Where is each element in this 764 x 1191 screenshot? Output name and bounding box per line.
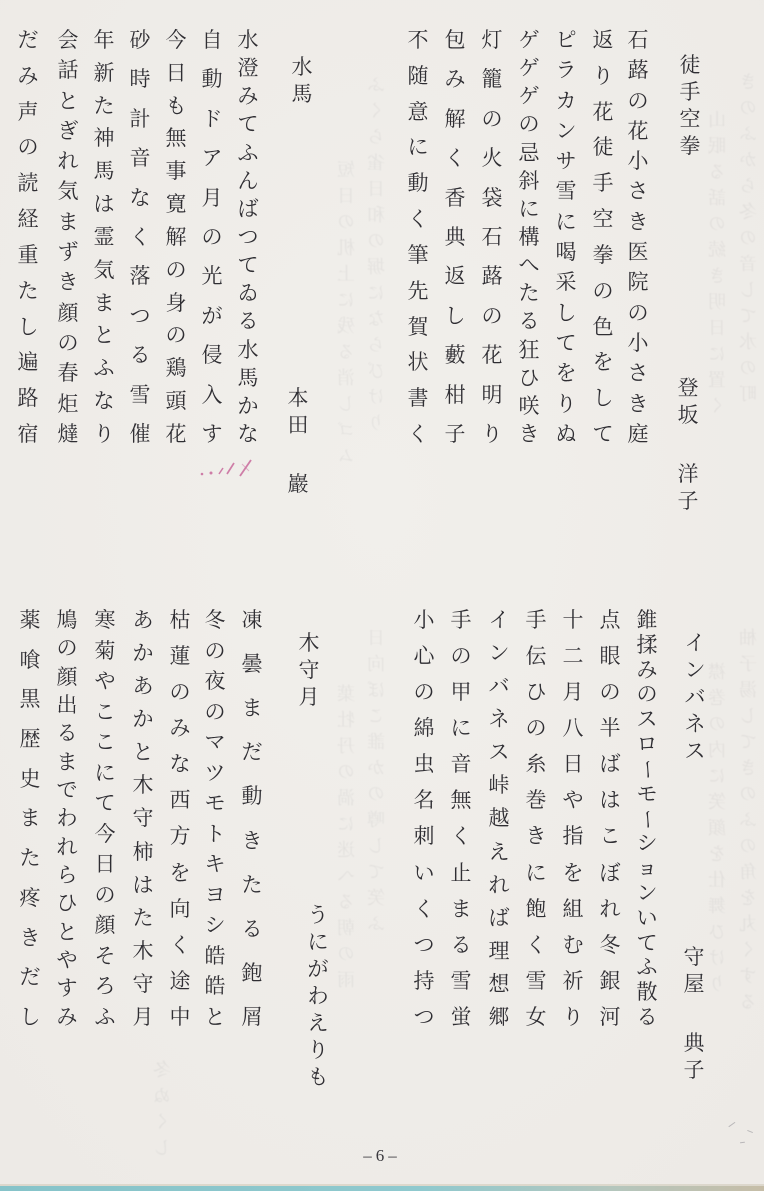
haiku-column: 今 日 も 無 事 寛 解 の 身 の 鶏 頭 花 <box>165 28 187 446</box>
haiku-column: 十 二 月 八 日 や 指 を 組 む 祈 り <box>562 608 584 1029</box>
haiku-column: 不 随 意 に 動 く 筆 先 賀 状 書 く <box>407 28 429 446</box>
haiku-column: 錐 揉 み の ス ロ ー モ ー シ ョ ン い て ふ 散 る <box>635 608 660 1029</box>
bleedthrough-column: ふくら雀日和の塀にならびけり <box>367 75 387 439</box>
haiku-column: 凍 曇 ま だ 動 き た る 鉋 屑 <box>241 608 263 1029</box>
haiku-column: 手 伝 ひ の 糸 巻 き に 飽 く 雪 女 <box>525 608 547 1029</box>
bleedthrough-column: きのふから冬の音して水の町 <box>739 72 759 410</box>
haiku-column: 小 心 の 綿 虫 名 刺 い く つ 持 つ <box>413 608 435 1029</box>
haiku-column: 会 話 と ぎ れ 気 ま ず き 顔 の 春 炬 燵 <box>57 28 79 446</box>
haiku-column: イ ン バ ネ ス 峠 越 え れ ば 理 想 郷 <box>488 608 510 1029</box>
haiku-column: 石 蕗 の 花 小 さ き 医 院 の 小 さ き 庭 <box>627 28 649 446</box>
haiku-column: 手 の 甲 に 音 無 く 止 ま る 雪 蛍 <box>450 608 472 1029</box>
section-title: 木 守 月 <box>298 631 320 709</box>
pencil-mark <box>728 1122 735 1128</box>
bleedthrough-column: 冬ぬくし <box>153 1060 173 1164</box>
section-title: 徒 手 空 拳 <box>679 53 701 158</box>
haiku-column: 砂 時 計 音 な く 落 つ る 雪 催 <box>129 28 151 446</box>
pencil-mark <box>747 1130 753 1134</box>
haiku-column: ピ ラ カ ン サ 雪 に 喝 采 し て を り ぬ <box>555 28 577 446</box>
section-author: 本 田 巖 <box>287 386 309 496</box>
haiku-column: 年 新 た 神 馬 は 霊 気 ま と ふ な り <box>93 28 115 446</box>
bleedthrough-column: 襟巻の内に笑顔を仕舞ひけり <box>708 662 728 1000</box>
haiku-column: ゲ ゲ ゲ の 忌 斜 に 構 へ た る 狂 ひ 咲 き <box>518 28 540 446</box>
section-title: イ ン バ ネ ス <box>684 631 706 763</box>
scan-edge <box>0 1186 764 1191</box>
page-number: –6– <box>363 1146 401 1165</box>
section-author: 登 坂 洋 子 <box>677 376 699 513</box>
bleedthrough-column: 柚子湯してきのふの角を丸くする <box>739 628 759 1018</box>
section-author: 守 屋 典 子 <box>683 945 705 1082</box>
haiku-column: 包 み 解 く 香 典 返 し 藪 柑 子 <box>444 28 466 446</box>
haiku-column: 薬 喰 黒 歴 史 ま た 疼 き だ し <box>19 608 41 1029</box>
bleedthrough-column: 山眠る話の続き明日に置く <box>708 110 728 422</box>
pencil-mark <box>740 1142 745 1144</box>
haiku-column: 自 動 ド ア 月 の 光 が 侵 入 す <box>201 28 223 446</box>
haiku-column: 寒 菊 や こ こ に て 今 日 の 顔 そ ろ ふ <box>94 608 116 1029</box>
haiku-column: あ か あ か と 木 守 柿 は た 木 守 月 <box>132 608 154 1029</box>
haiku-column: 水 澄 み て ふ ん ば つ て ゐ る 水 馬 か な <box>237 28 259 446</box>
haiku-column: 点 眼 の 半 ば は こ ぼ れ 冬 銀 河 <box>599 608 621 1029</box>
haiku-column: 枯 蓮 の み な 西 方 を 向 く 途 中 <box>169 608 191 1029</box>
haiku-column: 冬 の 夜 の マ ツ モ ト キ ヨ シ 皓 皓 と <box>204 608 226 1029</box>
haiku-column: 鳩 の 顔 出 る ま で わ れ ら ひ と や す み <box>56 608 78 1029</box>
bleedthrough-column: 短日の机上に残る消しゴム <box>337 160 357 472</box>
haiku-column: 返 り 花 徒 手 空 拳 の 色 を し て <box>592 28 614 446</box>
pink-ink-mark <box>196 456 256 482</box>
bleedthrough-column: 葉牡丹の渦に迷へる朝の雨 <box>337 684 357 996</box>
bleedthrough-column: 日向ぼこ誰かの噂して笑ふ <box>367 628 387 940</box>
haiku-column: 灯 籠 の 火 袋 石 蕗 の 花 明 り <box>481 28 503 446</box>
section-author: う に が わ え り も <box>307 903 329 1089</box>
haiku-column: だ み 声 の 読 経 重 た し 遍 路 宿 <box>17 28 39 446</box>
section-title: 水 馬 <box>291 55 313 106</box>
